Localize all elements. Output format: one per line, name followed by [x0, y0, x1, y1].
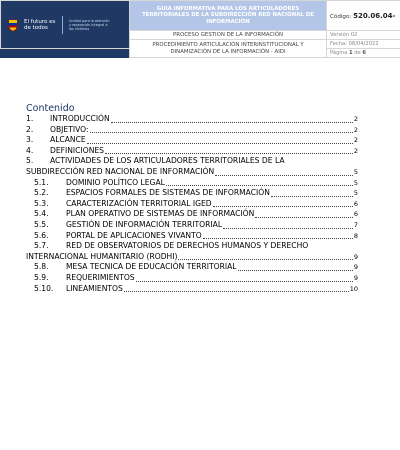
version-label: Versión 02 — [327, 31, 400, 40]
toc-leader-dots — [90, 132, 353, 133]
date-label: Fecha: 08/04/2022 — [327, 40, 400, 49]
toc-leader-dots — [136, 281, 353, 282]
toc-leader-dots — [178, 259, 352, 260]
document-header — [0, 0, 400, 58]
toc-entry[interactable] — [26, 199, 358, 210]
toc-title: ESPACIOS FORMALES DE SISTEMAS DE INFORMACIÓN — [66, 188, 270, 198]
toc-page-number: 2 — [353, 115, 358, 123]
toc-entry[interactable] — [26, 209, 358, 220]
toc-entry[interactable] — [26, 273, 358, 284]
toc-title: REQUERIMIENTOS — [66, 272, 135, 282]
toc-page-number: 9 — [353, 263, 358, 272]
toc-entry[interactable] — [26, 220, 358, 231]
toc-page-number: 6 — [353, 199, 358, 208]
process-name: PROCESO GESTION DE LA INFORMACIÓN — [130, 31, 327, 40]
toc-title-line1: RED DE OBSERVATORIOS DE DERECHOS HUMANOS Y DERECHO — [66, 241, 309, 251]
toc-leader-dots — [203, 238, 353, 239]
toc-title: DEFINICIONES — [50, 145, 104, 155]
toc-title: LINEAMIENTOS — [66, 283, 123, 293]
logo-block — [1, 1, 130, 49]
toc-number: 2. — [26, 124, 34, 134]
toc-number: 5.8. — [34, 262, 49, 272]
toc-title-line2: SUBDIRECCIÓN RED NACIONAL DE INFORMACIÓN — [26, 166, 215, 176]
toc-entry[interactable] — [26, 241, 358, 252]
toc-page-number: 2 — [353, 146, 358, 155]
toc-title: INTRODUCCIÓN — [50, 114, 110, 123]
toc-title: GESTIÓN DE INFORMACIÓN TERRITORIAL — [66, 219, 223, 229]
toc-title: ALCANCE — [50, 135, 86, 145]
toc-entry[interactable] — [26, 284, 358, 295]
toc-leader-dots — [238, 270, 353, 271]
procedure-name: PROCEDIMIENTO ARTICULACIÓN INTERINSTITUCIONAL Y DINAMIZACIÓN DE LA INFORMACIÓN - AIDI — [130, 40, 327, 58]
toc-leader-dots — [255, 217, 353, 218]
toc-number: 5.7. — [34, 241, 49, 251]
toc-leader-dots — [105, 153, 353, 154]
page-indicator: Página 1 de 6 — [327, 49, 400, 58]
toc-number: 5.10. — [34, 283, 54, 293]
toc-entry[interactable] — [26, 178, 358, 189]
toc-number: 5.1. — [34, 177, 49, 187]
logo-divider — [62, 16, 63, 34]
toc-title: CARACTERIZACIÓN TERRITORIAL IGED — [66, 198, 212, 208]
toc-title-line1: ACTIVIDADES DE LOS ARTICULADORES TERRITORIALES DE LA — [50, 156, 285, 166]
logo-motto: Unidad para la atención y reparación integral a las víctimas — [69, 18, 110, 31]
toc-page-number: 10 — [349, 284, 358, 293]
toc-number: 5.9. — [34, 272, 49, 282]
toc-page-number: 6 — [353, 210, 358, 219]
toc-page-number: 5 — [353, 167, 358, 176]
toc-entry-continuation[interactable] — [26, 252, 358, 263]
toc-title: DOMINIO POLÍTICO LEGAL — [66, 177, 165, 187]
toc-number: 5.2. — [34, 188, 49, 198]
toc-number: 5.5. — [34, 219, 49, 229]
coat-of-arms-icon — [8, 18, 18, 32]
logo-tagline: El futuro es de todos — [24, 18, 56, 31]
toc-leader-dots — [111, 122, 353, 123]
toc-leader-dots — [213, 206, 353, 207]
contents-heading: Contenido — [26, 103, 75, 114]
toc-page-number: 5 — [353, 189, 358, 198]
toc-leader-dots — [215, 175, 353, 176]
toc-page-number: 9 — [353, 252, 358, 261]
toc-entry-continuation[interactable] — [26, 167, 358, 178]
toc-leader-dots — [271, 196, 353, 197]
toc-page-number: 7 — [353, 220, 358, 229]
toc-title: PORTAL DE APLICACIONES VIVANTO — [66, 230, 202, 240]
toc-entry[interactable] — [26, 146, 358, 157]
toc-entry[interactable] — [26, 231, 358, 242]
toc-leader-dots — [87, 143, 353, 144]
toc-entry[interactable] — [26, 125, 358, 136]
toc-number: 4. — [26, 145, 34, 155]
toc-page-number: 8 — [353, 231, 358, 240]
toc-page-number: 2 — [353, 136, 358, 145]
toc-entry[interactable] — [26, 188, 358, 199]
toc-entry[interactable] — [26, 156, 358, 167]
toc-number: 5.4. — [34, 209, 49, 219]
toc-number: 1. — [26, 114, 34, 123]
toc-number: 5.3. — [34, 198, 49, 208]
toc-page-number: 2 — [353, 125, 358, 134]
toc-title: OBJETIVO: — [50, 124, 89, 134]
toc-title: MESA TECNICA DE EDUCACIÓN TERRITORIAL — [66, 262, 237, 272]
toc-entry[interactable] — [26, 262, 358, 273]
toc-leader-dots — [166, 185, 353, 186]
toc-entry[interactable] — [26, 135, 358, 146]
document-code: Código: 520.06.04- — [327, 1, 400, 31]
toc-entry[interactable] — [26, 114, 358, 125]
toc-number: 5. — [26, 156, 34, 166]
table-of-contents — [26, 114, 358, 294]
toc-title-line2: INTERNACIONAL HUMANITARIO (RODHI) — [26, 251, 178, 261]
toc-leader-dots — [124, 291, 349, 292]
document-title: GUIA INFORMATIVA PARA LOS ARTICULADORES TERRITORIALES DE LA SUBDIRECCIÓN RED NACIONAL DE INFORMACIÓN — [130, 1, 327, 31]
toc-leader-dots — [223, 228, 353, 229]
toc-page-number: 5 — [353, 178, 358, 187]
toc-number: 3. — [26, 135, 34, 145]
toc-title: PLAN OPERATIVO DE SISTEMAS DE INFORMACIÓN — [66, 209, 255, 219]
toc-number: 5.6. — [34, 230, 49, 240]
toc-page-number: 9 — [353, 273, 358, 282]
